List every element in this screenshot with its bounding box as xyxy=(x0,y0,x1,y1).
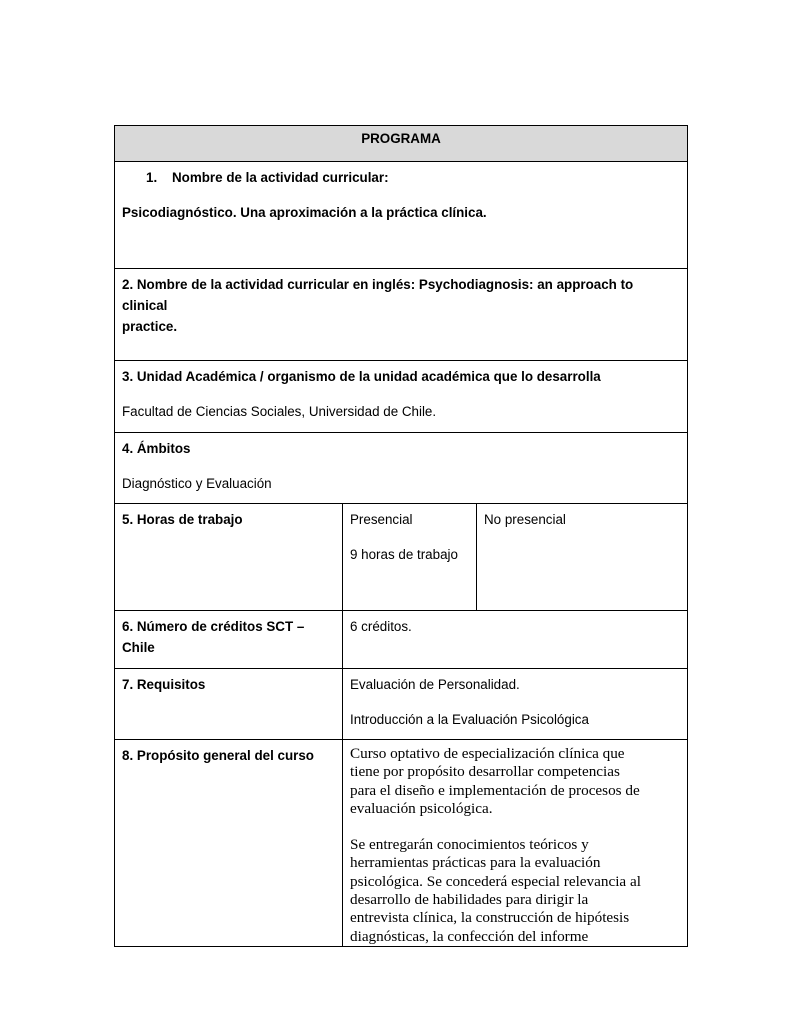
section-7-value-cell xyxy=(343,669,688,740)
section-8-paragraph-2 xyxy=(350,836,680,946)
section-2-text-line2: practice. xyxy=(122,319,178,334)
section-8-p1-line: Curso optativo de especialización clínica que xyxy=(350,745,625,762)
section-8-p1-line: para el diseño e implementación de procesos de xyxy=(350,781,640,799)
section-8-label-cell xyxy=(115,740,343,947)
section-8-p2-line: entrevista clínica, la construcción de hipótesis xyxy=(350,909,630,927)
table-header-row xyxy=(115,126,688,162)
section-2-text-line1: 2. Nombre de la actividad curricular en inglés: Psychodiagnosis: an approach to clinical xyxy=(122,277,634,313)
section-7-label-cell xyxy=(115,669,343,740)
section-5-title: 5. Horas de trabajo xyxy=(122,512,243,527)
section-1 xyxy=(115,162,688,269)
section-8-paragraph-1 xyxy=(350,745,680,818)
section-3-title: 3. Unidad Académica / organismo de la unidad académica que lo desarrolla xyxy=(122,369,601,384)
section-8-p2-line: Se entregarán conocimientos teóricos y xyxy=(350,836,589,854)
section-8-p1-line: evaluación psicológica. xyxy=(350,799,493,817)
section-1-row xyxy=(115,162,688,269)
section-8-p1-line: tiene por propósito desarrollar competencias xyxy=(350,763,620,781)
section-7-title: 7. Requisitos xyxy=(122,677,206,692)
section-1-heading xyxy=(122,167,680,188)
section-1-number: 1. xyxy=(146,170,158,185)
section-6-value-cell xyxy=(343,611,688,669)
section-8-p2-line: psicológica. Se concederá especial relevancia al xyxy=(350,872,641,890)
section-5-presencial-label: Presencial xyxy=(350,512,413,527)
section-6-title-line1: 6. Número de créditos SCT – xyxy=(122,619,305,634)
section-7-row xyxy=(115,669,688,740)
section-8-title: 8. Propósito general del curso xyxy=(122,748,314,763)
section-8-value-cell xyxy=(343,740,688,947)
section-2 xyxy=(115,269,688,361)
section-7-requirement-2: Introducción a la Evaluación Psicológica xyxy=(350,712,589,727)
section-3-value: Facultad de Ciencias Sociales, Universidad de Chile. xyxy=(122,404,437,419)
section-4 xyxy=(115,433,688,504)
section-8-p2-line: desarrollo de habilidades para dirigir la xyxy=(350,891,589,909)
table-header: PROGRAMA xyxy=(115,126,688,162)
section-5-presencial-cell xyxy=(343,504,477,611)
section-4-row xyxy=(115,433,688,504)
section-5-no-presencial-label: No presencial xyxy=(484,512,566,527)
section-3-row xyxy=(115,361,688,433)
section-1-value: Psicodiagnóstico. Una aproximación a la práctica clínica. xyxy=(122,205,487,220)
section-7-requirement-1: Evaluación de Personalidad. xyxy=(350,677,520,692)
section-3 xyxy=(115,361,688,433)
section-6-label-cell xyxy=(115,611,343,669)
section-5-presencial-value: 9 horas de trabajo xyxy=(350,547,458,562)
section-5-label-cell xyxy=(115,504,343,611)
section-5-row xyxy=(115,504,688,611)
section-8-p2-line: diagnósticas, la confección del informe xyxy=(350,927,589,945)
section-8-p2-line: herramientas prácticas para la evaluación xyxy=(350,854,601,872)
section-4-title: 4. Ámbitos xyxy=(122,441,191,456)
section-1-title: Nombre de la actividad curricular: xyxy=(172,170,389,185)
section-6-row xyxy=(115,611,688,669)
section-2-row xyxy=(115,269,688,361)
section-4-value: Diagnóstico y Evaluación xyxy=(122,476,272,491)
section-6-title-line2: Chile xyxy=(122,640,155,655)
section-5-no-presencial-cell xyxy=(477,504,688,611)
programa-table xyxy=(114,125,688,947)
section-8-row xyxy=(115,740,688,947)
section-6-value: 6 créditos. xyxy=(350,619,412,634)
